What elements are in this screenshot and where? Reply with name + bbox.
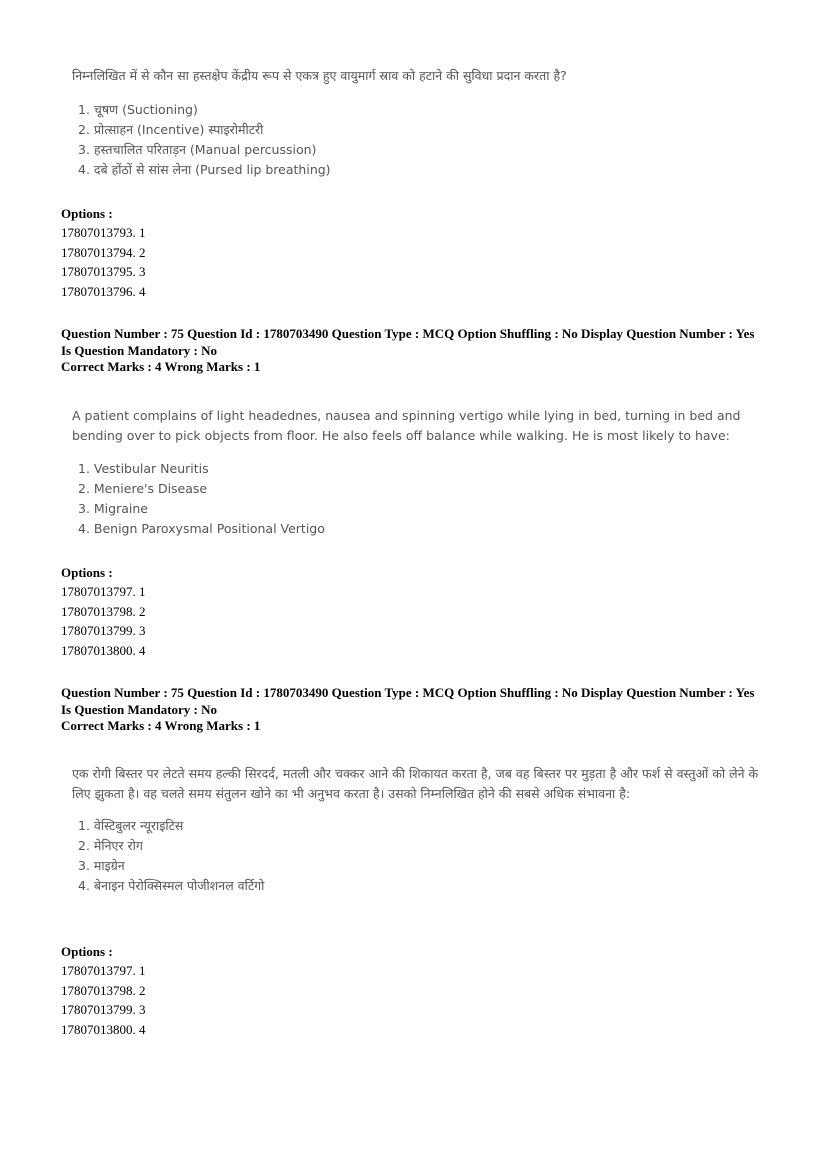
options-title: Options : (61, 206, 113, 221)
option-item: 17807013794. 2 (61, 244, 146, 260)
option-item: 17807013796. 4 (61, 284, 146, 300)
question-1-image (72, 66, 792, 180)
option-item: 17807013799. 3 (61, 623, 146, 639)
choice-list (72, 816, 777, 896)
options-title: Options : (61, 944, 113, 959)
question-meta (61, 326, 801, 376)
question-mandatory: Is Question Mandatory : No (61, 342, 218, 358)
option-item: 17807013800. 4 (61, 643, 146, 659)
choice-item: 4. बेनाइन पेरोक्सिस्मल पोजीशनल वर्टिगो (78, 878, 265, 893)
question-stem: एक रोगी बिस्तर पर लेटते समय हल्की सिरदर्द, मतली और चक्कर आने की शिकायत करता है, जब वह बिस्तर पर मुड़ता है और फर्श से वस्तुओं को लेने के लिए झुकता है। वह चलते समय संतुलन खोने का भी अनुभव करता है। उसको निम्नलिखित होने की सबसे अधिक संभावना है: (72, 766, 759, 801)
question-marks: Correct Marks : 4 Wrong Marks : 1 (61, 718, 261, 733)
option-item: 17807013795. 3 (61, 264, 146, 280)
option-item: 17807013800. 4 (61, 1022, 146, 1038)
option-item: 17807013797. 1 (61, 584, 146, 599)
choice-item: 3. हस्तचालित परिताड़न (Manual percussion) (78, 142, 317, 157)
question-meta-line: Question Number : 75 Question Id : 1780703490 Question Type : MCQ Option Shuffling : No Display Question Number : Yes (61, 326, 755, 341)
question-stem: निम्नलिखित में से कौन सा हस्तक्षेप केंद्रीय रूप से एकत्र हुए वायुमार्ग स्राव को हटाने की सुविधा प्रदान करता है? (72, 68, 567, 83)
question-3-image (72, 764, 777, 896)
options-list (61, 204, 146, 302)
choice-item: 4. Benign Paroxysmal Positional Vertigo (78, 521, 325, 536)
choice-list (72, 459, 777, 539)
question-stem: A patient complains of light headednes, nausea and spinning vertigo while lying in bed, turning in bed and bending over to pick objects from floor. He also feels off balance while walking. He is most likely to have: (72, 408, 741, 443)
question-meta-line: Question Number : 75 Question Id : 1780703490 Question Type : MCQ Option Shuffling : No Display Question Number : Yes (61, 685, 755, 700)
question-meta (61, 685, 801, 735)
option-item: 17807013793. 1 (61, 225, 146, 240)
option-item: 17807013798. 2 (61, 982, 146, 998)
options-list (61, 942, 146, 1040)
option-item: 17807013798. 2 (61, 603, 146, 619)
options-title: Options : (61, 565, 113, 580)
question-2-image (72, 406, 777, 539)
choice-item: 2. Meniere's Disease (78, 481, 208, 496)
choice-item: 4. दबे होंठों से सांस लेना (Pursed lip breathing) (78, 162, 331, 177)
option-item: 17807013797. 1 (61, 963, 146, 978)
choice-item: 3. माइग्रेन (78, 858, 125, 873)
choice-item: 2. मेनिएर रोग (78, 838, 143, 853)
question-marks: Correct Marks : 4 Wrong Marks : 1 (61, 359, 261, 374)
choice-item: 1. वेस्टिबुलर न्यूराइटिस (78, 818, 184, 833)
question-mandatory: Is Question Mandatory : No (61, 701, 218, 717)
option-item: 17807013799. 3 (61, 1002, 146, 1018)
choice-item: 1. Vestibular Neuritis (78, 461, 209, 476)
options-list (61, 563, 146, 661)
choice-item: 1. चूषण (Suctioning) (78, 102, 198, 117)
choice-item: 2. प्रोत्साहन (Incentive) स्पाइरोमीटरी (78, 122, 264, 137)
choice-list (72, 100, 792, 180)
choice-item: 3. Migraine (78, 501, 148, 516)
